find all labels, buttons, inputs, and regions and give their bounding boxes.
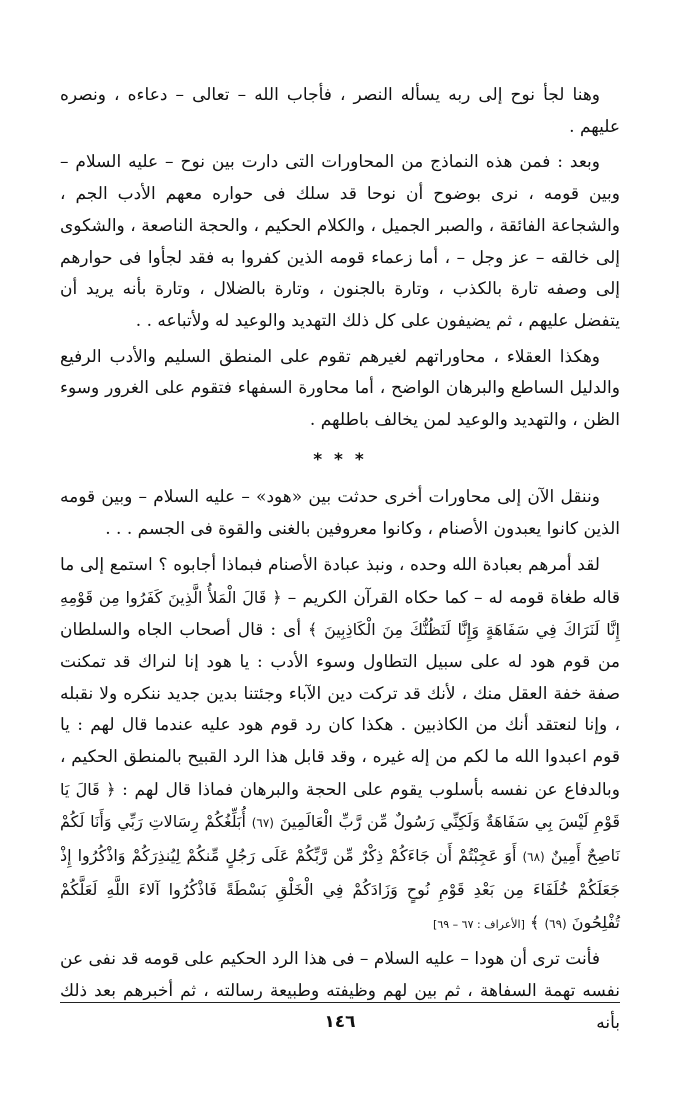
quran-verse-reply: ﴿ قَالَ يَا قَوْمِ لَيْسَ بِي سَفَاهَةٌ وَلَكِنِّي رَسُولٌ مِّن رَّبِّ الْعَالَمِينَ (٦٧) أُبَلِّغُكُمْ رِسَالاتِ رَبِّي وَأَنَا لَكُمْ نَاصِحٌ أَمِينٌ (٦٨) أَوَ عَجِبْتُمْ أَن جَاءَكُمْ ذِكْرٌ مِّن رَّبِّكُمْ عَلَى رَجُلٍ مِّنكُمْ لِيُنذِرَكُمْ وَاذْكُرُوا إِذْ جَعَلَكُمْ خُلَفَاءَ مِن بَعْدِ قَوْمِ نُوحٍ وَزَادَكُمْ فِي الْخَلْقِ بَسْطَةً فَاذْكُرُوا آلاءَ اللَّهِ لَعَلَّكُمْ تُفْلِحُونَ (٦٩) ﴾ (60, 779, 621, 932)
paragraph-hud-analysis: فأنت ترى أن هودا – عليه السلام – فى هذا الرد الحكيم على قومه قد نفى عن نفسه تهمة السفاهة ، ثم بين لهم وظيفته وطبيعة رسالته ، ثم أخبرهم بعد ذلك بأنه (60, 949, 620, 1033)
quran-verse-mala: ﴿ قَالَ الْمَلأُ الَّذِينَ كَفَرُوا مِن قَوْمِهِ إِنَّا لَنَرَاكَ فِي سَفَاهَةٍ وَإِنَّا لَنَظُنُّكَ مِنَ الْكَاذِبِينَ ﴾ (60, 587, 620, 640)
page-body (60, 80, 620, 1043)
ayah-number-68: (٦٨) (522, 850, 545, 865)
verse-reference: [الأعراف : ٦٧ – ٦٩] (433, 917, 525, 931)
section-separator: * * * (313, 449, 367, 470)
page-number: ١٤٦ (324, 1012, 356, 1032)
ayah-number-69: (٦٩) (544, 916, 567, 931)
footer-rule (60, 1002, 620, 1003)
paragraph-wise-people: وهكذا العقلاء ، محاوراتهم لغيرهم تقوم على المنطق السليم والأدب الرفيع والدليل الساطع والبرهان الواضح ، أما محاورة السفهاء فتقوم على الغرور وسوء الظن ، والتهديد والوعيد لمن يخالف باطلهم . (60, 346, 620, 431)
paragraph-hud-intro: وننقل الآن إلى محاورات أخرى حدثت بين «هود» – عليه السلام – وبين قومه الذين كانوا يعبدون الأصنام ، وكانوا معروفين بالغنى والقوة فى الجسم . . . (60, 487, 620, 540)
hud-commentary-text: أى : قال أصحاب الجاه والسلطان من قوم هود له على سبيل التطاول وسوء الأدب : يا هود إنا لنراك قد تمكنت صفة خفة العقل منك ، لأنك قد تركت دين الآباء وجئتنا بدين جديد ننكره ولا نقبله ، وإنا لنعتقد أنك من الكاذبين . هكذا كان رد قوم هود عليه عندما قال لهم : يا قوم اعبدوا الله ما لكم من إله غيره ، وقد قابل هذا الرد القبيح بالمنطق الحكيم ، وبالدفاع عن نفسه بأسلوب يقوم على الحجة والبرهان فماذا قال لهم : (60, 620, 620, 800)
paragraph-nuh-victory: وهنا لجأ نوح إلى ربه يسأله النصر ، فأجاب الله – تعالى – دعاءه ، ونصره عليهم . (60, 85, 620, 137)
paragraph-nuh-summary: وبعد : فمن هذه النماذج من المحاورات التى دارت بين نوح – عليه السلام – وبين قومه ، نرى بوضوح أن نوحا قد سلك فى حواره معهم الأدب الجم ، والشجاعة الفائقة ، والصبر الجميل ، والكلام الحكيم ، والحجة الناصعة ، والشكوى إلى خالقه – عز وجل – ، أما زعماء قومه الذين كفروا به فقد لجأوا فى حوارهم إلى وصفه تارة بالكذب ، وتارة بالجنون ، وتارة بالضلال ، وتارة بأنه يريد أن يتفضل عليهم ، ثم يضيفون على كل ذلك التهديد والوعيد له ولأتباعه . . (60, 152, 620, 331)
paragraph-hud-dialogue (60, 550, 620, 940)
ayah-number-67: (٦٧) (251, 816, 274, 831)
hud-intro-text: لقد أمرهم بعبادة الله وحده ، ونبذ عبادة الأصنام فبماذا أجابوه ؟ استمع إلى ما قاله طغاة قومه له – كما حكاه القرآن الكريم – (60, 554, 620, 608)
